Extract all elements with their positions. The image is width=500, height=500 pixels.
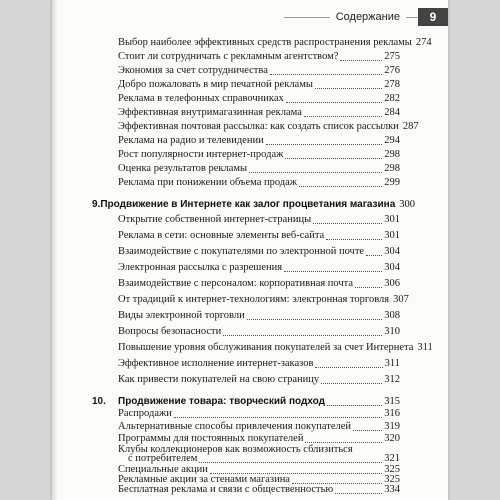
toc-entry: Оценка результатов рекламы 298	[118, 163, 400, 174]
chapter-heading-9: 9. Продвижение в Интернете как залог процветания магазина 300	[92, 199, 416, 210]
toc-entry: Рост популярности интернет-продаж 298	[118, 149, 400, 160]
header-page-number: 9	[418, 8, 448, 26]
toc-entry: Реклама в телефонных справочниках 282	[118, 93, 400, 104]
toc-entry: Как привести покупателей на свою страницу 312	[118, 374, 400, 385]
toc-entry: Открытие собственной интернет-страницы 301	[118, 214, 400, 225]
page-header	[52, 8, 448, 26]
toc-entry: Рекламные акции за стенами магазина 325	[118, 473, 400, 485]
toc-entry: Эффективная почтовая рассылка: как создать список рассылки 287	[118, 121, 419, 132]
toc-entry: Повышение уровня обслуживания покупателей за счет Интернета 311	[118, 342, 433, 353]
toc-entry: Добро пожаловать в мир печатной рекламы 278	[118, 79, 400, 90]
toc-entry: Эффективная внутримагазинная реклама 284	[118, 107, 400, 118]
toc-entry-first-line: Клубы коллекционеров как возможность сблизиться	[118, 443, 353, 455]
toc-entry: Бесплатная реклама и связи с общественностью 334	[118, 484, 400, 495]
toc-entry: Стоит ли сотрудничать с рекламным агентством? 275	[118, 51, 400, 62]
toc-entry: Программы для постоянных покупателей 320	[118, 433, 400, 445]
toc-entry: Реклама на радио и телевидении 294	[118, 135, 400, 146]
toc-entry: Альтернативные способы привлечения покупателей 319	[118, 420, 400, 432]
toc-entry: Виды электронной торговли 308	[118, 310, 400, 321]
toc-entry: Выбор наиболее эффективных средств распространения рекламы 274	[118, 37, 432, 48]
toc-entry: Реклама при понижении объема продаж 299	[118, 177, 400, 188]
book-page	[52, 0, 448, 500]
toc-entry: Взаимодействие с персоналом: корпоративная почта 306	[118, 278, 400, 289]
toc-entry: Взаимодействие с покупателями по электронной почте 304	[118, 246, 400, 257]
toc-entry: Реклама в сети: основные элементы веб-сайта 301	[118, 230, 400, 241]
toc-entry: с потребителем 321	[128, 453, 400, 465]
header-title: Содержание	[330, 8, 406, 26]
toc-entry: От традиций к интернет-технологиям: электронная торговля 307	[118, 294, 409, 305]
toc-entry: Распродажи 316	[118, 408, 400, 420]
toc-entry: Специальные акции 325	[118, 463, 400, 475]
toc-entry: Вопросы безопасности 310	[118, 326, 400, 337]
toc-entry: Эффективное исполнение интернет-заказов 311	[118, 358, 400, 369]
toc-entry: Экономия за счет сотрудничества 276	[118, 65, 400, 76]
page-gutter-shadow	[52, 0, 58, 500]
chapter-heading-10: 10. Продвижение товара: творческий подход 315	[92, 396, 400, 407]
toc-entry: Электронная рассылка с разрешения 304	[118, 262, 400, 273]
